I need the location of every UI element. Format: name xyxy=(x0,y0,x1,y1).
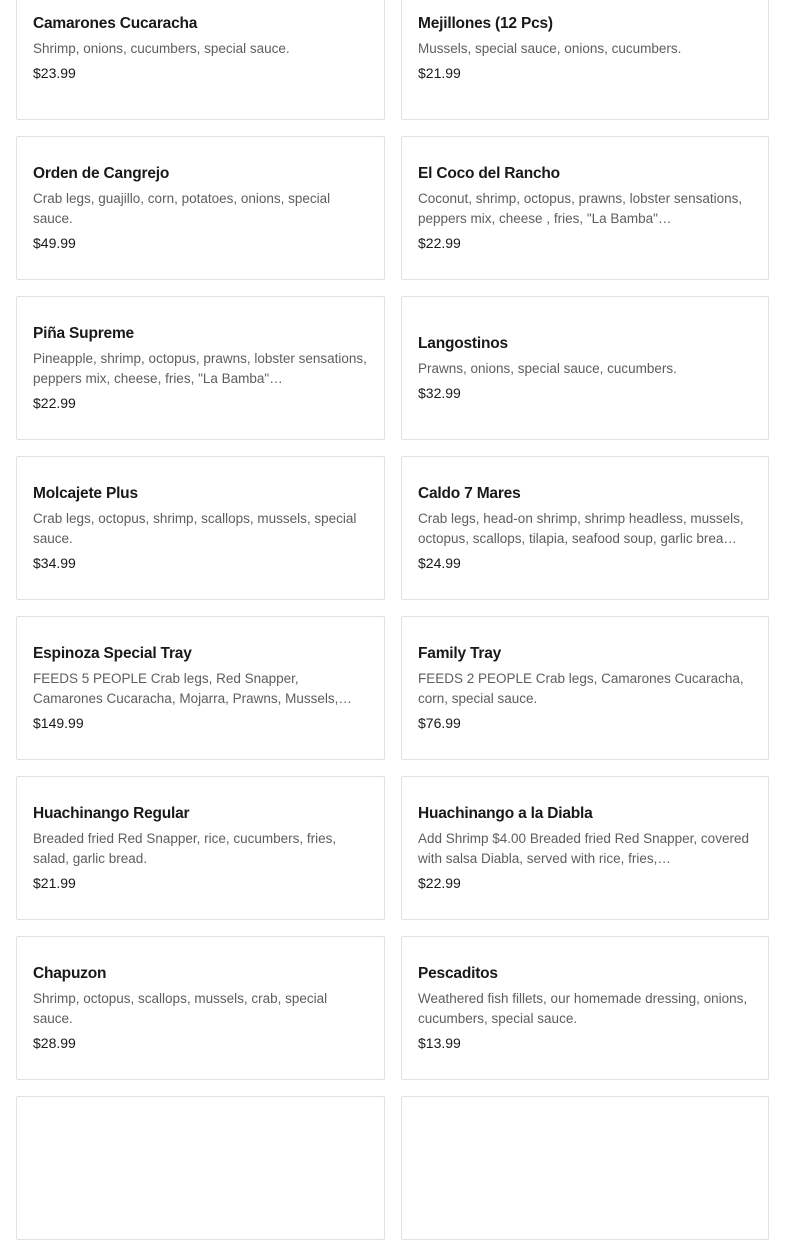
menu-item-card[interactable] xyxy=(16,1096,385,1240)
menu-item-description: Crab legs, octopus, shrimp, scallops, mussels, special sauce. xyxy=(33,511,357,546)
menu-item-name: Mejillones (12 Pcs) xyxy=(418,15,553,32)
menu-item-card[interactable] xyxy=(401,296,769,440)
menu-item-price: $28.99 xyxy=(33,1035,76,1051)
menu-item-card[interactable] xyxy=(401,936,769,1080)
menu-item-card[interactable] xyxy=(401,0,769,120)
menu-item-description: Coconut, shrimp, octopus, prawns, lobster sensations, peppers mix, cheese , fries, "La Bamba"… xyxy=(418,191,743,226)
menu-item-name: Piña Supreme xyxy=(33,325,134,342)
menu-item-card[interactable] xyxy=(401,776,769,920)
menu-item-card[interactable] xyxy=(16,776,385,920)
menu-item-name: Chapuzon xyxy=(33,965,107,982)
menu-item-card[interactable] xyxy=(16,0,385,120)
menu-item-name: Camarones Cucaracha xyxy=(33,15,198,32)
menu-item-description: Mussels, special sauce, onions, cucumbers. xyxy=(418,41,682,56)
menu-item-description: Shrimp, octopus, scallops, mussels, crab, special sauce. xyxy=(33,991,328,1026)
menu-item-price: $22.99 xyxy=(33,395,76,411)
menu-item-description: FEEDS 5 PEOPLE Crab legs, Red Snapper, Camarones Cucaracha, Mojarra, Prawns, Mussels,… xyxy=(33,671,352,706)
menu-item-card[interactable] xyxy=(16,456,385,600)
menu-item-name: Orden de Cangrejo xyxy=(33,165,170,182)
menu-item-price: $76.99 xyxy=(418,715,461,731)
menu-item-price: $34.99 xyxy=(33,555,76,571)
menu-item-card[interactable] xyxy=(401,456,769,600)
menu-grid xyxy=(16,0,769,1240)
menu-item-description: Shrimp, onions, cucumbers, special sauce. xyxy=(33,41,290,56)
menu-item-name: Family Tray xyxy=(418,645,502,662)
menu-item-price: $24.99 xyxy=(418,555,461,571)
menu-item-card[interactable] xyxy=(16,136,385,280)
menu-item-card[interactable] xyxy=(16,616,385,760)
menu-item-card[interactable] xyxy=(401,1096,769,1240)
menu-item-card[interactable] xyxy=(401,136,769,280)
menu-item-name: Huachinango a la Diabla xyxy=(418,805,593,822)
menu-item-name: El Coco del Rancho xyxy=(418,165,560,182)
menu-item-price: $32.99 xyxy=(418,385,461,401)
menu-item-description: FEEDS 2 PEOPLE Crab legs, Camarones Cucaracha, corn, special sauce. xyxy=(418,671,744,706)
menu-item-name: Pescaditos xyxy=(418,965,498,982)
menu-item-description: Crab legs, guajillo, corn, potatoes, onions, special sauce. xyxy=(33,191,331,226)
menu-item-price: $149.99 xyxy=(33,715,84,731)
menu-item-card[interactable] xyxy=(16,936,385,1080)
menu-item-price: $23.99 xyxy=(33,65,76,81)
menu-item-description: Breaded fried Red Snapper, rice, cucumbers, fries, salad, garlic bread. xyxy=(33,831,337,866)
menu-item-card[interactable] xyxy=(401,616,769,760)
menu-item-name: Espinoza Special Tray xyxy=(33,645,192,662)
menu-item-description: Pineapple, shrimp, octopus, prawns, lobster sensations, peppers mix, cheese, fries, "La Bamba"… xyxy=(33,351,367,386)
menu-item-name: Langostinos xyxy=(418,335,508,352)
menu-item-price: $21.99 xyxy=(418,65,461,81)
menu-item-description: Weathered fish fillets, our homemade dressing, onions, cucumbers, special sauce. xyxy=(418,991,748,1026)
menu-item-price: $21.99 xyxy=(33,875,76,891)
menu-item-price: $49.99 xyxy=(33,235,76,251)
menu-item-price: $22.99 xyxy=(418,235,461,251)
menu-item-name: Molcajete Plus xyxy=(33,485,138,502)
menu-item-price: $13.99 xyxy=(418,1035,461,1051)
menu-item-description: Add Shrimp $4.00 Breaded fried Red Snapper, covered with salsa Diabla, served with rice, fries,… xyxy=(418,831,749,866)
menu-item-price: $22.99 xyxy=(418,875,461,891)
menu-item-description: Crab legs, head-on shrimp, shrimp headless, mussels, octopus, scallops, tilapia, seafood soup, garlic brea… xyxy=(418,511,744,546)
menu-item-name: Huachinango Regular xyxy=(33,805,190,822)
menu-item-description: Prawns, onions, special sauce, cucumbers. xyxy=(418,361,677,376)
menu-item-card[interactable] xyxy=(16,296,385,440)
menu-item-name: Caldo 7 Mares xyxy=(418,485,521,502)
